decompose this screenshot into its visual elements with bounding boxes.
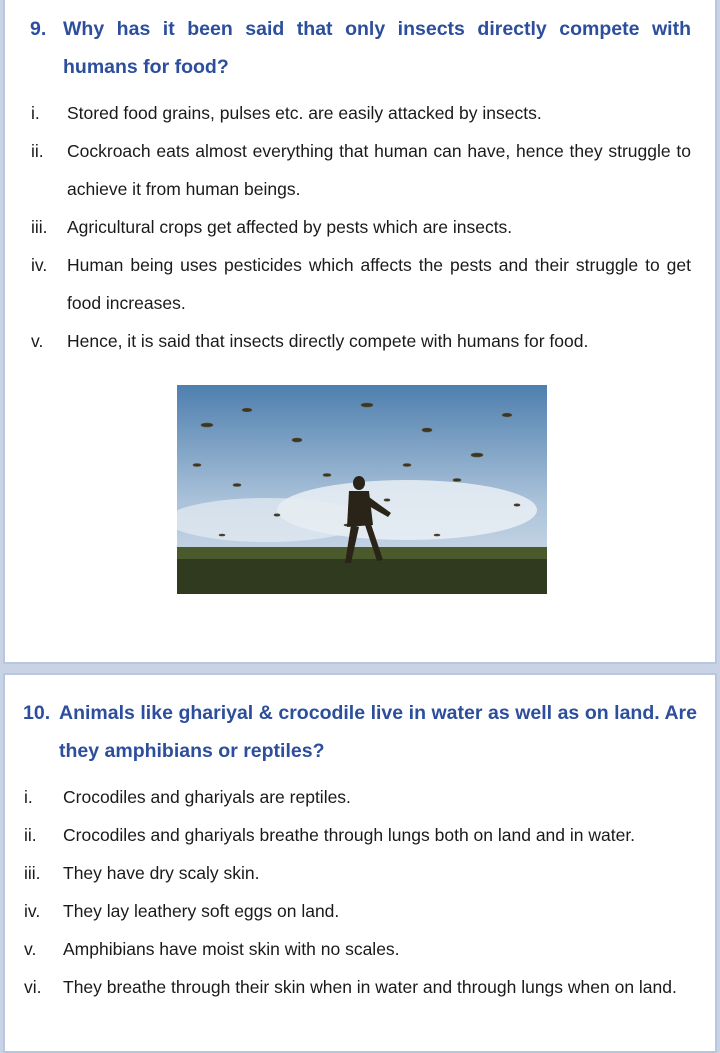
answer-item <box>5 208 715 246</box>
answer-number: iii. <box>24 863 41 883</box>
locust-swarm-photo <box>177 385 547 594</box>
answer-text: They breathe through their skin when in water and through lungs when on land. <box>63 977 677 997</box>
answer-number: v. <box>31 331 44 351</box>
answer-item <box>5 968 715 1006</box>
question-card-10 <box>3 673 717 1053</box>
answer-text: Stored food grains, pulses etc. are easily attacked by insects. <box>67 103 542 123</box>
answer-item <box>5 892 715 930</box>
answer-item <box>5 246 715 322</box>
answer-text: Amphibians have moist skin with no scales. <box>63 939 400 959</box>
answer-item <box>5 322 715 360</box>
answer-item <box>5 778 715 816</box>
answer-number: iii. <box>31 217 48 237</box>
answer-number: v. <box>24 939 37 959</box>
answer-number: iv. <box>24 901 41 921</box>
answer-item <box>5 854 715 892</box>
answer-item <box>5 94 715 132</box>
answer-number: ii. <box>31 141 44 161</box>
answer-text: Hence, it is said that insects directly compete with humans for food. <box>67 331 589 351</box>
question-9 <box>5 10 715 86</box>
answer-item <box>5 930 715 968</box>
question-number: 10. <box>23 702 51 724</box>
answer-text: They have dry scaly skin. <box>63 863 260 883</box>
answer-text: Crocodiles and ghariyals are reptiles. <box>63 787 351 807</box>
answer-item <box>5 816 715 854</box>
answer-text: Cockroach eats almost everything that human can have, hence they struggle to achieve it from human beings. <box>67 141 691 199</box>
question-10 <box>5 694 715 770</box>
answer-text: Agricultural crops get affected by pests which are insects. <box>67 217 513 237</box>
answer-number: i. <box>24 787 33 807</box>
question-text: Why has it been said that only insects directly compete with humans for food? <box>63 18 691 78</box>
question-number: 9. <box>30 18 47 40</box>
answer-number: iv. <box>31 255 48 275</box>
answer-text: They lay leathery soft eggs on land. <box>63 901 340 921</box>
answer-text: Human being uses pesticides which affects the pests and their struggle to get food increases. <box>67 255 691 313</box>
answer-item <box>5 132 715 208</box>
question-card-9 <box>3 0 717 664</box>
question-text: Animals like ghariyal & crocodile live in water as well as on land. Are they amphibians or reptiles? <box>59 702 697 762</box>
answer-number: i. <box>31 103 40 123</box>
answer-text: Crocodiles and ghariyals breathe through lungs both on land and in water. <box>63 825 636 845</box>
answer-number: ii. <box>24 825 37 845</box>
answer-number: vi. <box>24 977 42 997</box>
